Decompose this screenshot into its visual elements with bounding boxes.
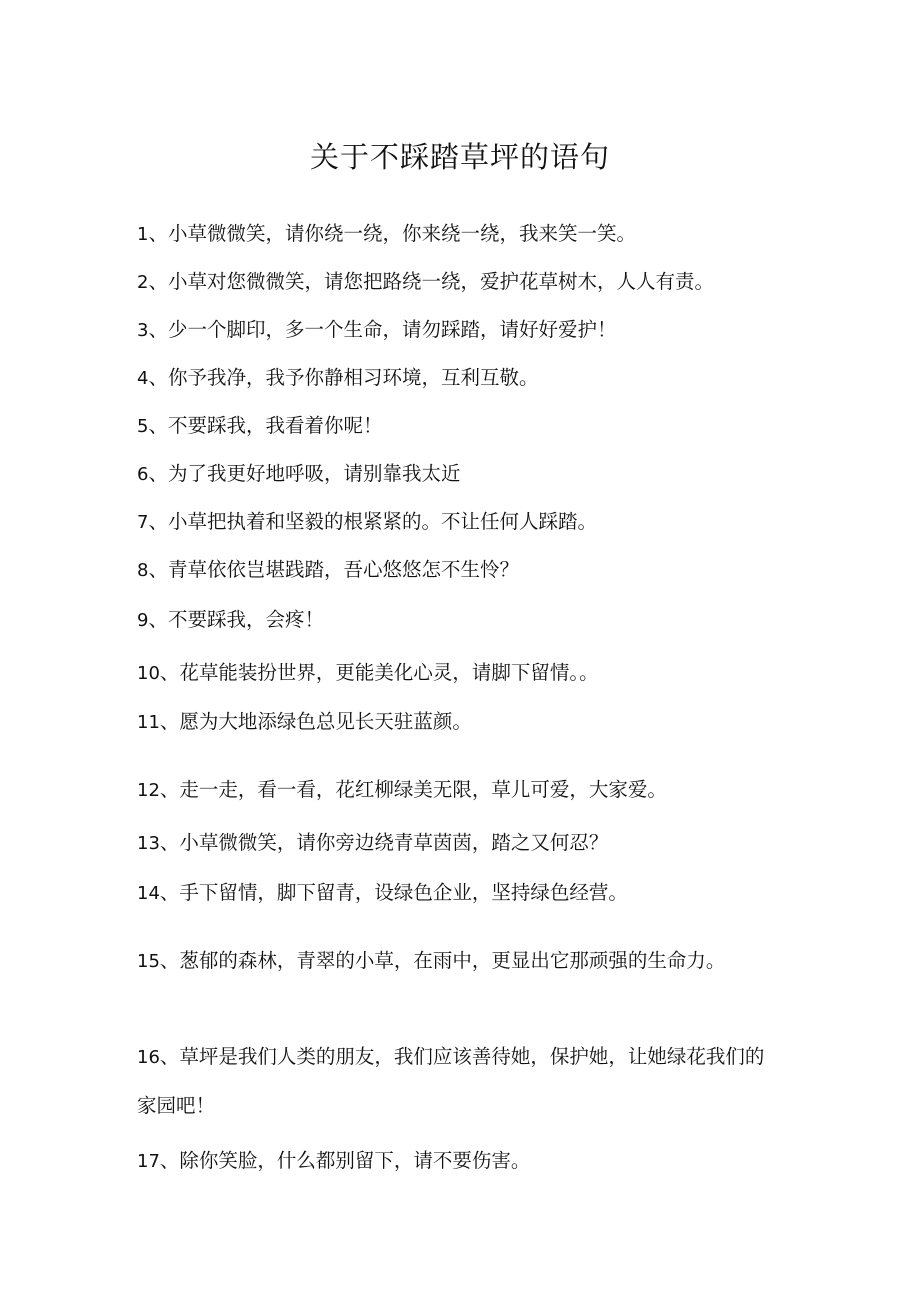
item-number: 9: [137, 610, 149, 631]
item-text: 、不要踩我，我看着你呢！: [148, 414, 383, 437]
item-text: 、草坪是我们人类的朋友，我们应该善待她，保护她，让她绿花我们的家园吧！: [137, 1045, 765, 1117]
item-number: 1: [137, 224, 149, 245]
item-text: 、不要踩我，会疼！: [148, 608, 324, 631]
item-text: 、小草微微笑，请你绕一绕，你来绕一绕，我来笑一笑。: [148, 222, 636, 245]
list-item: [137, 210, 777, 259]
list-item: [137, 937, 747, 986]
list-item: [137, 498, 777, 547]
item-number: 16: [137, 1047, 160, 1068]
item-text: 、小草微微笑，请你旁边绕青草茵茵，踏之又何忍？: [159, 831, 609, 854]
item-text: 、少一个脚印，多一个生命，请勿踩踏，请好好爱护！: [148, 318, 617, 341]
list-item: [137, 1033, 767, 1130]
item-number: 5: [137, 416, 149, 437]
item-text: 、走一走，看一看，花红柳绿美无限，草儿可爱，大家爱。: [159, 778, 667, 801]
item-text: 、小草对您微微笑，请您把路绕一绕，爱护花草树木，人人有责。: [148, 270, 714, 293]
list-item: [137, 819, 777, 868]
list-item: [137, 698, 777, 747]
list-item: [137, 596, 777, 645]
item-number: 11: [137, 712, 160, 733]
item-number: 8: [137, 560, 149, 581]
item-number: 10: [137, 663, 160, 684]
item-number: 14: [137, 883, 160, 904]
item-number: 13: [137, 833, 160, 854]
list-item: [137, 869, 777, 918]
item-number: 12: [137, 780, 160, 801]
item-text: 、手下留情，脚下留青，设绿色企业，坚持绿色经营。: [159, 881, 628, 904]
item-text: 、除你笑脸，什么都别留下，请不要伤害。: [159, 1149, 531, 1172]
item-text: 、葱郁的森林，青翠的小草，在雨中，更显出它那顽强的生命力。: [159, 949, 726, 972]
item-number: 17: [137, 1151, 160, 1172]
list-item: [137, 649, 777, 698]
item-text: 、愿为大地添绿色总见长天驻蓝颜。: [159, 710, 472, 733]
item-text: 、小草把执着和坚毅的根紧紧的。不让任何人踩踏。: [148, 510, 597, 533]
list-item: [137, 1137, 777, 1186]
list-item: [137, 402, 777, 451]
list-item: [137, 258, 777, 307]
list-item: [137, 450, 777, 499]
list-item: [137, 766, 777, 815]
item-number: 15: [137, 951, 160, 972]
item-text: 、你予我净，我予你静相习环境，互利互敬。: [148, 366, 539, 389]
list-item: [137, 354, 777, 403]
item-number: 3: [137, 320, 149, 341]
item-number: 4: [137, 368, 149, 389]
item-number: 6: [137, 464, 149, 485]
item-text: 、花草能装扮世界，更能美化心灵，请脚下留情。。: [159, 661, 599, 684]
list-item: [137, 546, 777, 595]
item-text: 、为了我更好地呼吸，请别靠我太近: [148, 462, 461, 485]
list-item: [137, 306, 777, 355]
document-title: 关于不踩踏草坪的语句: [309, 140, 610, 175]
item-text: 、青草依依岂堪践踏，吾心悠悠怎不生怜？: [148, 558, 519, 581]
item-number: 2: [137, 272, 149, 293]
item-number: 7: [137, 512, 149, 533]
